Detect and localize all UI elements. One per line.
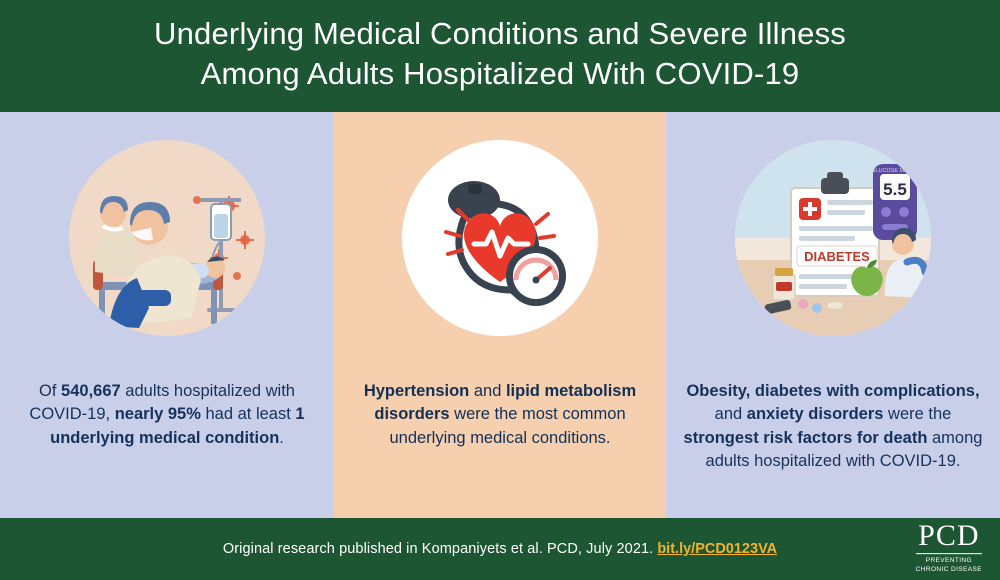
diabetes-chart-illustration: [735, 140, 931, 336]
panel-hospitalized: [0, 112, 334, 518]
page-title: [154, 14, 846, 93]
glucose-meter-reading: 5.5: [883, 180, 907, 199]
pcd-logo-subtitle-1: PREVENTING: [925, 557, 972, 565]
source-link[interactable]: bit.ly/PCD0123VA: [657, 541, 778, 557]
credit-text: Original research published in Kompaniyets et al. PCD, July 2021.: [222, 541, 654, 557]
poster-footer: [0, 518, 1000, 580]
glucose-meter-caption: GLUCOSE METER: [871, 168, 919, 174]
panel-common-conditions: [334, 112, 666, 518]
pcd-logo: [916, 521, 982, 575]
hospital-patient-illustration: [69, 140, 265, 336]
poster-header: [0, 0, 1000, 112]
panel-caption: Of 540,667 adults hospitalized with COVID-19, nearly 95% had at least 1 underlying medical condition.: [29, 382, 305, 447]
pcd-logo-subtitle-2: CHRONIC DISEASE: [915, 565, 982, 573]
panel-risk-factors: [666, 112, 1000, 518]
logo-divider: [916, 553, 982, 554]
panel-caption: Obesity, diabetes with complications, and anxiety disorders were the strongest risk factors for death among adults hospitalized with COVID-19.: [683, 382, 983, 471]
title-line-2: Among Adults Hospitalized With COVID-19: [200, 56, 800, 91]
title-line-1: Underlying Medical Conditions and Severe Illness: [154, 16, 846, 52]
heart-blood-pressure-illustration: [402, 140, 598, 336]
pcd-logo-text: PCD: [918, 519, 980, 553]
panel-caption: Hypertension and lipid metabolism disorders were the most common underlying medical conditions.: [363, 382, 637, 447]
panel-row: [0, 112, 1000, 518]
diabetes-chart-label: DIABETES: [804, 249, 870, 264]
